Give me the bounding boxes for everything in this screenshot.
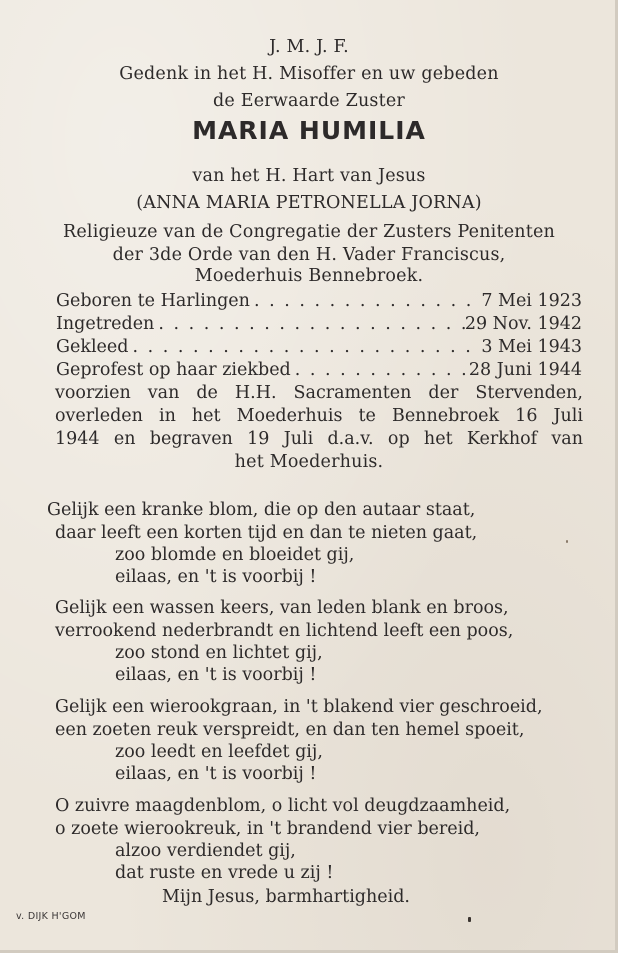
ink-speck bbox=[468, 917, 471, 922]
poem-line: o zoete wierookreuk, in 't brandend vier bereid, bbox=[55, 819, 480, 839]
event-row bbox=[56, 290, 582, 312]
event-date: 3 Mei 1943 bbox=[481, 337, 582, 357]
poem-line: Gelijk een kranke blom, die op den autaar staat, bbox=[47, 500, 476, 520]
poem-line: daar leeft een korten tijd en dan te nieten gaat, bbox=[55, 523, 478, 543]
poem-line: alzoo verdiendet gij, bbox=[115, 841, 296, 861]
congregation-line-1: Religieuze van de Congregatie der Zusters Penitenten bbox=[62, 222, 555, 242]
leader-dots bbox=[291, 359, 469, 381]
event-date: 29 Nov. 1942 bbox=[464, 314, 582, 334]
poem-line: een zoeten reuk verspreidt, en dan ten hemel spoeit, bbox=[55, 720, 525, 740]
leader-dots bbox=[128, 336, 481, 358]
poem-line: eilaas, en 't is voorbij ! bbox=[115, 665, 317, 685]
poem-line: O zuivre maagdenblom, o licht vol deugdzaamheid, bbox=[55, 796, 511, 816]
death-line-2: overleden in het Moederhuis te Bennebroek 16 Juli bbox=[55, 406, 583, 426]
event-row bbox=[56, 313, 582, 335]
religious-title: van het H. Hart van Jesus bbox=[192, 166, 426, 186]
poem-line: eilaas, en 't is voorbij ! bbox=[115, 567, 317, 587]
poem-line: verrookend nederbrandt en lichtend leeft een poos, bbox=[55, 621, 514, 641]
ink-speck bbox=[566, 540, 568, 543]
event-label: Geprofest op haar ziekbed bbox=[56, 360, 291, 380]
leader-dots bbox=[154, 313, 465, 335]
event-date: 7 Mei 1923 bbox=[481, 291, 582, 311]
poem-line: dat ruste en vrede u zij ! bbox=[115, 863, 334, 883]
leader-dots bbox=[250, 290, 481, 312]
event-label: Ingetreden bbox=[56, 314, 155, 334]
birth-name: (ANNA MARIA PETRONELLA JORNA) bbox=[136, 193, 482, 213]
deceased-name: MARIA HUMILIA bbox=[192, 116, 426, 145]
poem-line: zoo blomde en bloeidet gij, bbox=[115, 545, 355, 565]
poem-line: eilaas, en 't is voorbij ! bbox=[115, 764, 317, 784]
honorific: de Eerwaarde Zuster bbox=[213, 91, 405, 111]
event-label: Geboren te Harlingen bbox=[56, 291, 250, 311]
death-line-3: 1944 en begraven 19 Juli d.a.v. op het Kerkhof van bbox=[55, 429, 583, 449]
congregation-line-3: Moederhuis Bennebroek. bbox=[194, 266, 424, 286]
death-line-1: voorzien van de H.H. Sacramenten der Stervenden, bbox=[55, 383, 583, 403]
poem-line: Gelijk een wassen keers, van leden blank en broos, bbox=[55, 598, 509, 618]
poem-line: Gelijk een wierookgraan, in 't blakend vier geschroeid, bbox=[55, 697, 543, 717]
closing-prayer: Mijn Jesus, barmhartigheid. bbox=[162, 887, 410, 907]
printer-mark: v. DIJK H'GOM bbox=[16, 911, 86, 922]
poem-line: zoo stond en lichtet gij, bbox=[115, 643, 323, 663]
event-row bbox=[56, 336, 582, 358]
congregation-line-2: der 3de Orde van den H. Vader Franciscus, bbox=[112, 245, 506, 265]
event-row bbox=[56, 359, 582, 381]
initials: J. M. J. F. bbox=[269, 37, 349, 57]
poem-line: zoo leedt en leefdet gij, bbox=[115, 742, 323, 762]
event-date: 28 Juni 1944 bbox=[468, 360, 582, 380]
death-line-4: het Moederhuis. bbox=[234, 452, 384, 472]
intro-line: Gedenk in het H. Misoffer en uw gebeden bbox=[119, 64, 499, 84]
event-label: Gekleed bbox=[56, 337, 129, 357]
